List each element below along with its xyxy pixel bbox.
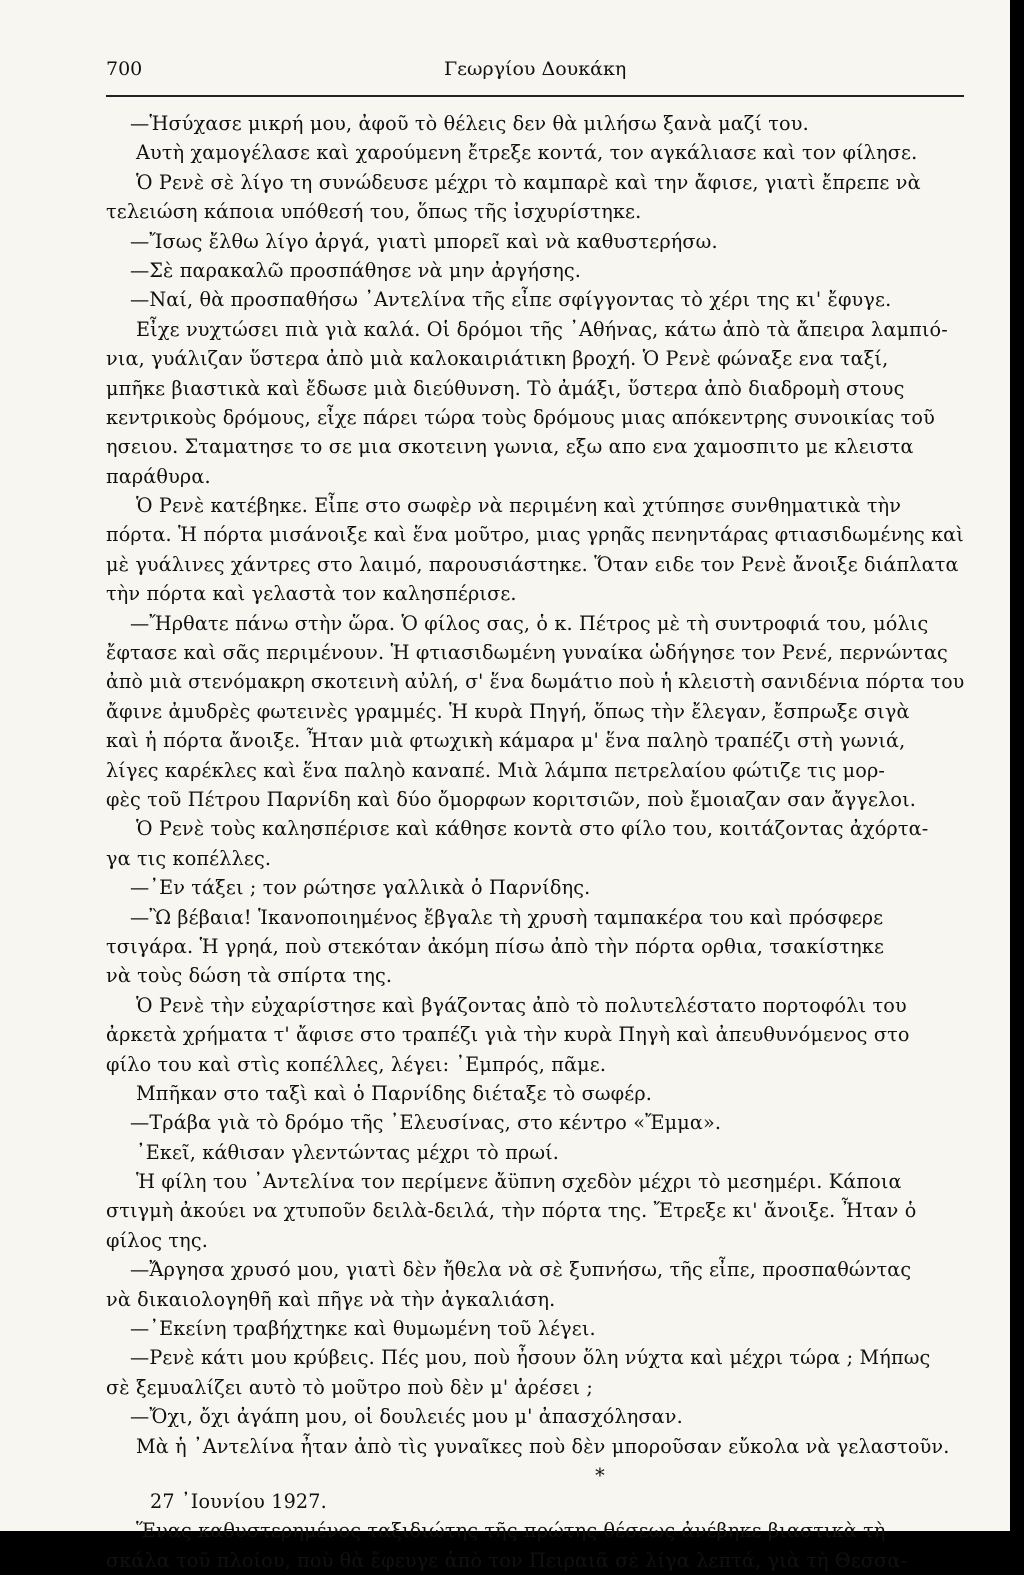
text-line: —Ὄχι, ὄχι ἀγάπη μου, οἱ δουλειές μου μ' ἀπασχόλησαν.	[130, 1405, 683, 1429]
text-line: ησειου. Σταματησε το σε μια σκοτεινη γωνια, εξω απο ενα χαμοσπιτο με κλειστα	[106, 435, 914, 459]
text-line: Ὁ Ρενὲ τὴν εὐχαρίστησε καὶ βγάζοντας ἀπὸ τὸ πολυτελέστατο πορτοφόλι του	[136, 993, 907, 1017]
text-line: Εἶχε νυχτώσει πιὰ γιὰ καλά. Οἱ δρόμοι τῆς ᾿Αθήνας, κάτω ἀπὸ τὰ ἄπειρα λαμπιό-	[136, 317, 948, 341]
header-rule	[106, 95, 964, 97]
text-line: —᾿Εν τάξει ; τον ρώτησε γαλλικὰ ὁ Παρνίδης.	[130, 876, 591, 900]
text-line: ἔφτασε καὶ σᾶς περιμένουν. Ἡ φτιασιδωμένη γυναίκα ὡδήγησε τον Ρενέ, περνώντας	[106, 641, 948, 665]
text-line: —᾿Εκείνη τραβήχτηκε καὶ θυμωμένη τοῦ λέγει.	[130, 1317, 596, 1341]
text-line: παράθυρα.	[106, 464, 211, 488]
text-line: σὲ ξεμυαλίζει αυτὸ τὸ μοῦτρο ποὺ δὲν μ' ἀρέσει ;	[106, 1375, 594, 1399]
text-line: τὴν πόρτα καὶ γελαστὰ τον καλησπέρισε.	[106, 582, 517, 606]
text-line: σκάλα τοῦ πλοίου, ποὺ θὰ ἔφευγε ἀπὸ τον Πειραιᾶ σὲ λίγα λεπτά, γιὰ τὴ Θεσσα-	[106, 1548, 908, 1572]
text-line: τσιγάρα. Ἡ γρηά, ποὺ στεκόταν ἀκόμη πίσω ἀπὸ τὴν πόρτα ορθια, τσακίστηκε	[106, 934, 885, 958]
section-separator: *	[595, 1463, 605, 1487]
text-line: νὰ τοὺς δώση τὰ σπίρτα της.	[106, 964, 393, 988]
body-text	[106, 109, 964, 1575]
text-line: —Ἴσως ἔλθω λίγο ἀργά, γιατὶ μπορεῖ καὶ νὰ καθυστερήσω.	[130, 229, 718, 253]
text-line: τελειώση κάποια υπόθεσή του, ὅπως τῆς ἰσχυρίστηκε.	[106, 200, 642, 224]
text-line: ᾿Εκεῖ, κάθισαν γλεντώντας μέχρι τὸ πρωί.	[136, 1140, 560, 1164]
page-number: 700	[106, 58, 143, 80]
text-line: φίλος της.	[106, 1228, 208, 1252]
text-line: Ἕνας καθυστερημένος ταξιδιώτης τῆς πρώτης θέσεως ἀνέβηκε βιαστικὰ τὴ	[136, 1519, 886, 1543]
text-line: γα τις κοπέλλες.	[106, 846, 272, 870]
text-line: ἀπὸ μιὰ στενόμακρη σκοτεινὴ αὐλή, σ' ἕνα δωμάτιο ποὺ ἡ κλειστὴ σανιδένια πόρτα του	[106, 670, 965, 694]
text-line: μὲ γυάλινες χάντρες στο λαιμό, παρουσιάστηκε. Ὅταν ειδε τον Ρενὲ ἄνοιξε διάπλατα	[106, 552, 959, 576]
text-line: Ὁ Ρενὲ τοὺς καλησπέρισε καὶ κάθησε κοντὰ στο φίλο του, κοιτάζοντας ἀχόρτα-	[136, 817, 929, 841]
dateline: 27 ᾿Ιουνίου 1927.	[150, 1489, 327, 1513]
text-line: φὲς τοῦ Πέτρου Παρνίδη καὶ δύο ὄμορφων κοριτσιῶν, ποὺ ἔμοιαζαν σαν ἄγγελοι.	[106, 787, 917, 811]
text-line: φίλο του καὶ στὶς κοπέλλες, λέγει: ᾿Εμπρός, πᾶμε.	[106, 1052, 607, 1076]
text-line: —Ἤρθατε πάνω στὴν ὥρα. Ὁ φίλος σας, ὁ κ. Πέτρος μὲ τὴ συντροφιά του, μόλις	[130, 611, 929, 635]
text-line: —Ἡσύχασε μικρή μου, ἀφοῦ τὸ θέλεις δεν θὰ μιλήσω ξανὰ μαζί του.	[130, 112, 809, 135]
text-line: —Ἄργησα χρυσό μου, γιατὶ δὲν ἤθελα νὰ σὲ ξυπνήσω, τῆς εἶπε, προσπαθώντας	[130, 1258, 912, 1282]
text-line: μπῆκε βιαστικὰ καὶ ἔδωσε μιὰ διεύθυνση. Τὸ ἀμάξι, ὕστερα ἀπὸ διαδρομὴ στους	[106, 376, 905, 400]
text-line: Ὁ Ρενὲ σὲ λίγο τη συνώδευσε μέχρι τὸ καμπαρὲ καὶ την ἄφισε, γιατὶ ἔπρεπε νὰ	[136, 170, 921, 194]
text-line: —Ὢ βέβαια! Ἱκανοποιημένος ἔβγαλε τὴ χρυσὴ ταμπακέρα του καὶ πρόσφερε	[130, 905, 884, 929]
page-header	[106, 58, 964, 88]
text-line: Μπῆκαν στο ταξὶ καὶ ὁ Παρνίδης διέταξε τὸ σωφέρ.	[136, 1081, 653, 1105]
text-line: στιγμὴ ἀκούει να χτυποῦν δειλὰ-δειλά, τὴν πόρτα της. Ἔτρεξε κι' ἄνοιξε. Ἦταν ὁ	[106, 1199, 917, 1223]
text-line: νὰ δικαιολογηθῆ καὶ πῆγε νὰ τὴν ἀγκαλιάση.	[106, 1287, 556, 1311]
text-line: Ὁ Ρενὲ κατέβηκε. Εἶπε στο σωφὲρ νὰ περιμένη καὶ χτύπησε συνθηματικὰ τὴν	[136, 494, 902, 518]
text-line: Μὰ ἡ ᾿Αντελίνα ἦταν ἀπὸ τὶς γυναῖκες ποὺ δὲν μποροῦσαν εὔκολα νὰ γελαστοῦν.	[136, 1434, 950, 1458]
text-line: ἀρκετὰ χρήματα τ' ἄφισε στο τραπέζι γιὰ τὴν κυρὰ Πηγὴ καὶ ἀπευθυνόμενος στο	[106, 1023, 910, 1047]
text-line: πόρτα. Ἡ πόρτα μισάνοιξε καὶ ἕνα μοῦτρο, μιας γρηᾶς πενηντάρας φτιασιδωμένης καὶ	[106, 523, 964, 547]
text-line: λίγες καρέκλες καὶ ἕνα παληὸ καναπέ. Μιὰ λάμπα πετρελαίου φώτιζε τις μορ-	[106, 758, 886, 782]
text-line: καὶ ἡ πόρτα ἄνοιξε. Ἦταν μιὰ φτωχικὴ κάμαρα μ' ἕνα παληὸ τραπέζι στὴ γωνιά,	[106, 729, 906, 753]
text-line: κεντρικοὺς δρόμους, εἶχε πάρει τώρα τοὺς δρόμους μιας απόκεντρης συνοικίας τοῦ	[106, 405, 935, 429]
text-line: Αυτὴ χαμογέλασε καὶ χαρούμενη ἔτρεξε κοντά, τον αγκάλιασε καὶ τον φίλησε.	[136, 141, 918, 165]
text-line: νια, γυάλιζαν ὕστερα ἀπὸ μιὰ καλοκαιριάτικη βροχή. Ὁ Ρενὲ φώναξε ενα ταξί,	[106, 347, 889, 371]
text-line: —Ναί, θὰ προσπαθήσω ᾿Αντελίνα τῆς εἶπε σφίγγοντας τὸ χέρι της κι' ἔφυγε.	[130, 288, 892, 312]
running-head: Γεωργίου Δουκάκη	[444, 58, 627, 80]
text-line: ἄφινε ἀμυδρὲς φωτεινὲς γραμμές. Ἡ κυρὰ Πηγή, ὅπως τὴν ἔλεγαν, ἔσπρωξε σιγὰ	[106, 699, 910, 723]
text-line: —Σὲ παρακαλῶ προσπάθησε νὰ μην ἀργήσης.	[130, 258, 582, 282]
text-line: Ἡ φίλη του ᾿Αντελίνα τον περίμενε ἄϋπνη σχεδὸν μέχρι τὸ μεσημέρι. Κάποια	[136, 1170, 902, 1194]
text-line: —Τράβα γιὰ τὸ δρόμο τῆς ᾿Ελευσίνας, στο κέντρο «Ἔμμα».	[130, 1111, 722, 1135]
text-line: —Ρενὲ κάτι μου κρύβεις. Πές μου, ποὺ ἦσουν ὅλη νύχτα καὶ μέχρι τώρα ; Μήπως	[130, 1346, 931, 1370]
